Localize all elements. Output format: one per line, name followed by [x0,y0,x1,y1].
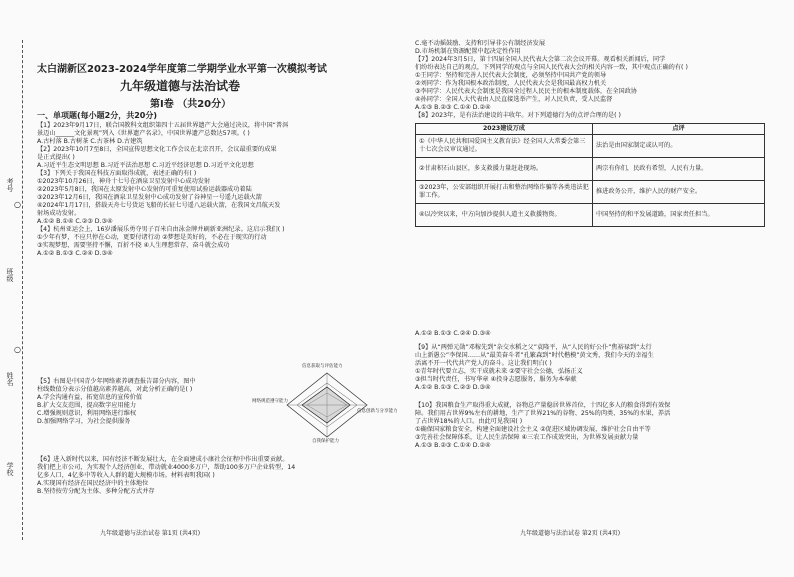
label-class: 班级 [6,268,14,282]
table-cell: 推进政务公开，维护人民的财产安全。 [593,181,765,204]
question-line: 【8】2023年，是有法治建设的丰收年。对下列道德行为的点评合理的是( ) [415,112,621,119]
table-cell: 两宗有你们，民政有希望，人民有力量。 [593,158,765,181]
question-line: 【10】我国粮食生产取得重大成就，谷物总产量稳居世界首位，十四亿多人的粮食得到有效保 [415,402,671,409]
table-cell: ④以冷突以来，中方向加沙提供人道主义救援物资。 [416,204,593,227]
question-8-table [415,123,765,227]
question-line: 是正式提出( ) [37,154,75,161]
question-line: D.加强网络学习，为社会提供服务 [37,418,131,425]
question-line: ③实现梦想，需要坚持不懈，百折不挠 ④人生理想常存，奋斗就会成功 [37,242,230,249]
question-line: A.①③ B.②③ C.①④ D.②④ [415,442,491,449]
question-line: 障。我们用占世界9%左右的耕地，生产了世界21%的谷物、25%的肉类、35%的水果，养活 [415,410,671,417]
question-line: 们纷纷表达自己的观点，下列同学的观点与全国人民代表大会的相关内容一致，其中观点正确的有( ) [415,64,688,71]
section-heading: 一、单项题(每小题2分，共20分) [37,111,158,120]
question-line: ④2024年1月17日，搭载天舟七号货运飞船的长征七号遥八运载火箭，在我国文昌航天发 [37,202,281,209]
question-line: 【2】2023年10月7至8日，全国宣传思想文化工作会议在北京召开，会议最重要的成果 [37,146,277,153]
question-line: 我们把上市公司，为实现个人经济创业、带动就业4000多万户，帮助100多万户企业转型，14 [37,464,296,471]
table-cell: ③2023年，公安部组织开展打击和整治网络诈骗等各类违法犯罪工作。 [416,181,593,204]
right-bottom-block [415,344,785,450]
question-line: ①确保国家粮食安全，构建全面建设社会主义 ②促进区域协调发展，维护社会自由平等 [415,426,651,433]
table-row [416,158,765,181]
left-question-block [37,122,387,258]
radar-label-left: 网络规范遵守能力 [252,399,288,404]
question-line: ③担当时代责任，书写华章 ④投身志愿服务，服务为本奉献 [415,376,577,383]
radar-chart [262,365,392,445]
table-cell: 中国坚持的和平发展道路，国家责任担当。 [593,204,765,227]
label-school: 学校 [6,462,14,476]
question-line: ①青年时代要立志，实干成就未来 ②要守社会公德，弘扬正义 [415,368,583,375]
question-line: A.①② B.①③ C.②④ D.③④ [37,250,113,257]
question-line: 【7】2024年3月5日，第十四届全国人民代表大会第二次会议开幕。观看相关新闻后，同学 [415,56,666,63]
question-line: ①王同学：坚持和完善人民代表大会制度，必须坚持中国共产党的领导 [415,72,607,79]
question-line: ③李同学：人民代表大会制度是我国全过程人民民主的根本制度载体，在全国政协 [415,88,638,95]
question-line: A.古村落 B.古树茶 C.古茶林 D.古建筑 [37,138,143,145]
question-line: ②刘同学：作为我国根本政治制度，人民代表大会是我国最高权力机关 [415,80,607,87]
table-header-row [416,124,765,135]
radar-label-right: 信息创新与分享能力 [357,409,398,414]
question-line: B.坚持按劳分配为主体、多种分配方式并存 [37,488,155,495]
question-line: 亿多人口，4亿多中等收入人群的超大规模市场。材料表明我国( ) [37,472,215,479]
table-cell: ①《中华人民共和国爱国主义教育法》经全国人大常委会第三十七次会议审议通过。 [416,135,593,158]
question-line: ①2023年10月26日，神舟十七号在酒泉卫星发射中心成功发射 [37,178,211,185]
question-line: 柱线数值分表示分值越高素养越高，对此分析正确的是( ) [37,386,193,393]
question-line: 【6】进入新时代以来，国有经济不断发展壮大，在全面建成小康社会征程中作出重要贡献。 [37,456,289,463]
exam-title: 太白湖新区2023-2024学年度第二学期学业水平第一次模拟考试 [37,64,327,75]
binding-hole: ○ [14,345,21,354]
part-heading: 第Ⅰ卷 （共20分） [150,99,232,110]
question-line: 活离不开一代代共产党人的奋斗。这让我们明白( ) [415,360,552,367]
question-line: 射场成功发射。 [37,210,81,217]
question-line: A.①② B.①③ C.②③ D.③④ [415,384,491,391]
question-line: D.市场机制在资源配置中起决定性作用 [415,48,521,55]
table-row [416,135,765,158]
question-line: 【9】从“两弹元勋”邓稼先到“杂交水稻之父”袁隆平，从“人民的好公仆”焦裕禄到“太行 [415,344,652,351]
question-6-block [37,456,392,496]
question-line: 【5】右图是中国青少年网络素养调查报告部分内容，图中 [37,378,196,385]
radar-figure [252,364,398,445]
question-8-answers: A.①② B.①③ C.②④ D.③④ [415,330,491,337]
page-footer-right: 九年级道德与法治试卷 第2页 (共4页) [520,530,621,537]
table-row [416,204,765,227]
table-header: 点评 [593,124,765,135]
table-cell: 法治是由国家制定或认可的。 [593,135,765,158]
label-exam-number: 考号 [6,178,14,192]
question-line: 【1】2023年9月17日，联合国教科文组织第四十五届世界遗产大会通过决议，将中国“普洱 [37,122,289,129]
question-line: ③完善社会保障体系，让人民生活保障 ④三农工作成效突出，为世界发展贡献力量 [415,434,639,441]
question-line: 山上新愚公”李保国……从“最美奋斗者”孔繁森到“时代楷模”黄文秀，我们今天的幸福生 [415,352,654,359]
radar-label-bottom: 自我保护能力 [312,439,339,444]
table-header: 2023建设万成 [416,124,593,135]
label-name: 姓名 [6,372,14,386]
question-line: B.扩大交友范围，提高数字应用能力 [37,402,137,409]
question-5-block [37,260,267,426]
question-line: A.①③ B.②③ C.①④ D.②④ [415,104,491,111]
question-line: A.实现国有经济在国民经济中的主体地位 [37,480,149,487]
question-line: 【4】杭州亚运会上，16岁潘展乐勇夺男子百米自由泳金牌并刷新亚洲纪录。这启示我们( ) [37,226,285,233]
page-footer-left: 九年级道德与法治试卷 第1页 (共4页) [100,530,201,537]
question-line: ④孙同学：全国人大代表由人民直接选举产生，对人民负责，受人民监督 [415,96,613,103]
exam-subtitle: 九年级道德与法治试卷 [120,79,241,93]
question-line: C.毫不动摇鼓励、支持和引导非公有制经济发展 [415,40,546,47]
table-row [416,181,765,204]
question-line: C.增强规则意识，利用网络进行维权 [37,410,137,417]
question-line: A.学会沟通有益，拓宽信息的宣传价值 [37,394,143,401]
right-top-block [415,40,785,120]
question-line: A.习近平生态文明思想 B.习近平法治思想 C.习近平经济思想 D.习近平文化思想 [37,162,254,169]
radar-label-top: 信息获取与评估能力 [302,364,343,369]
binding-margin [0,0,36,577]
question-line: A.①② B.①④ C.②③ D.③④ [37,218,113,225]
question-line: ①少年有梦，不应只停在心动，更要付诸行动 ②梦想是美好的，不必在于现实的行动 [37,234,267,241]
binding-hole: ○ [14,200,21,209]
question-line: 景迈山______文化景观”列入《世界遗产名录》，中国世界遗产总数达57项。( ) [37,130,250,137]
question-line: 了占世界18%的人口。由此可见我国( ) [415,418,523,425]
question-line: ②2023年5月8日，我国在太原发射中心发射的可重复使用试验运载器成功着陆 [37,186,252,193]
table-cell: ②甘肃积石山县区，多支救援力量赶赴现场。 [416,158,593,181]
cut-line [22,40,23,540]
question-line: ③2023年12月6日，我国在酒泉卫星发射中心成功发射了谷神星一号遥九运载火箭 [37,194,262,201]
question-line: 【3】下列关于我国在科技方面取得成就，表述正确的有( ) [37,170,197,177]
